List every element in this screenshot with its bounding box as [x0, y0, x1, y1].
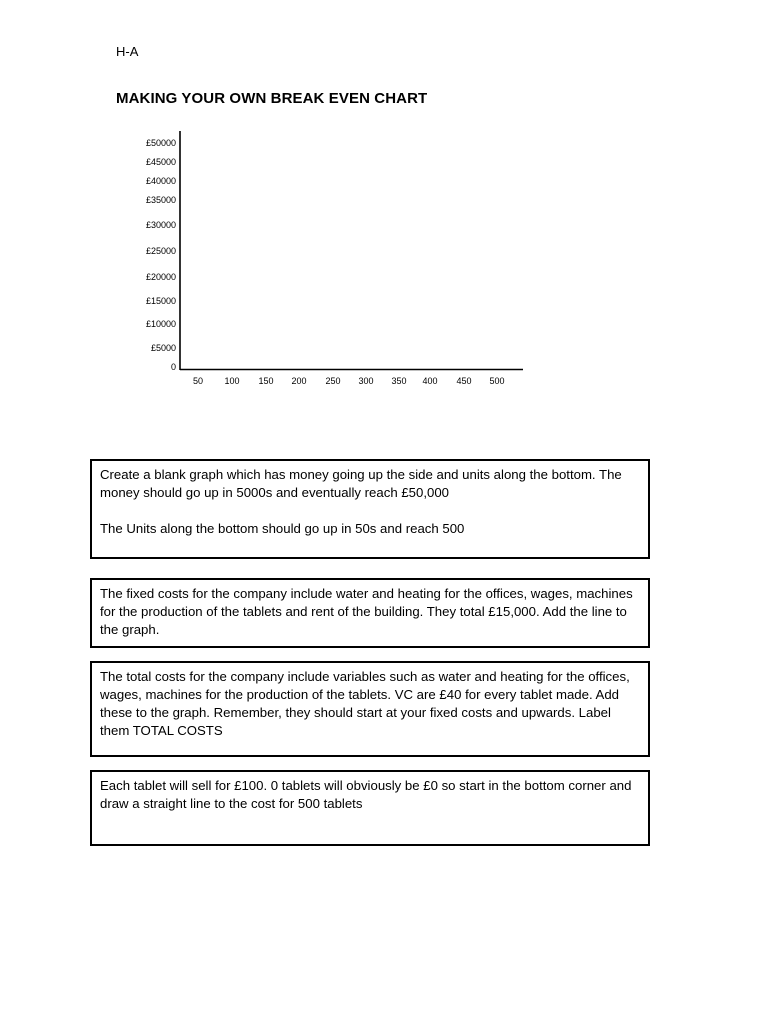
x-tick-label: 400: [422, 376, 438, 386]
y-tick-label: £25000: [145, 246, 176, 256]
task-text: The total costs for the company include variables such as water and heating for the offices, wages, machines for the production of the tablets. VC are £40 for every tablet made. Add these to the graph. Remember, they should start at your fixed costs and upwards. Label them TOTAL COSTS: [100, 669, 630, 738]
y-tick-label: £20000: [145, 272, 176, 282]
y-tick-label: £40000: [145, 176, 176, 186]
page-title: MAKING YOUR OWN BREAK EVEN CHART: [116, 90, 428, 107]
y-tick-label: £10000: [145, 319, 176, 329]
x-tick-labels: [193, 376, 505, 386]
task-box-revenue: [90, 770, 650, 846]
task-box-total-costs: [90, 661, 650, 757]
task-text: The Units along the bottom should go up in 50s and reach 500: [100, 521, 465, 536]
x-tick-label: 100: [224, 376, 240, 386]
y-tick-label: £45000: [145, 157, 176, 167]
x-tick-label: 500: [489, 376, 505, 386]
document-code: H-A: [116, 44, 139, 59]
y-tick-label: £15000: [145, 296, 176, 306]
y-tick-label: £5000: [150, 343, 176, 353]
x-tick-label: 350: [391, 376, 407, 386]
y-tick-label: £50000: [145, 138, 176, 148]
task-text: Each tablet will sell for £100. 0 tablets will obviously be £0 so start in the bottom corner and draw a straight line to the cost for 500 tablets: [100, 778, 632, 811]
task-text: The fixed costs for the company include water and heating for the offices, wages, machines for the production of the tablets and rent of the building. They total £15,000. Add the line to the graph.: [100, 586, 633, 637]
y-tick-label: 0: [170, 362, 176, 372]
y-tick-label: £35000: [145, 195, 176, 205]
x-tick-label: 250: [325, 376, 341, 386]
x-tick-label: 150: [258, 376, 274, 386]
x-tick-label: 50: [192, 376, 204, 386]
x-tick-label: 450: [456, 376, 472, 386]
x-tick-label: 300: [358, 376, 374, 386]
x-tick-label: 200: [291, 376, 307, 386]
task-text: Create a blank graph which has money going up the side and units along the bottom. The money should go up in 5000s and eventually reach £50,000: [100, 467, 622, 500]
task-box-fixed-costs: [90, 578, 650, 648]
y-tick-label: £30000: [145, 220, 176, 230]
y-tick-labels: [146, 138, 176, 372]
break-even-chart: [0, 0, 768, 420]
task-box-blank-graph: [90, 459, 650, 559]
